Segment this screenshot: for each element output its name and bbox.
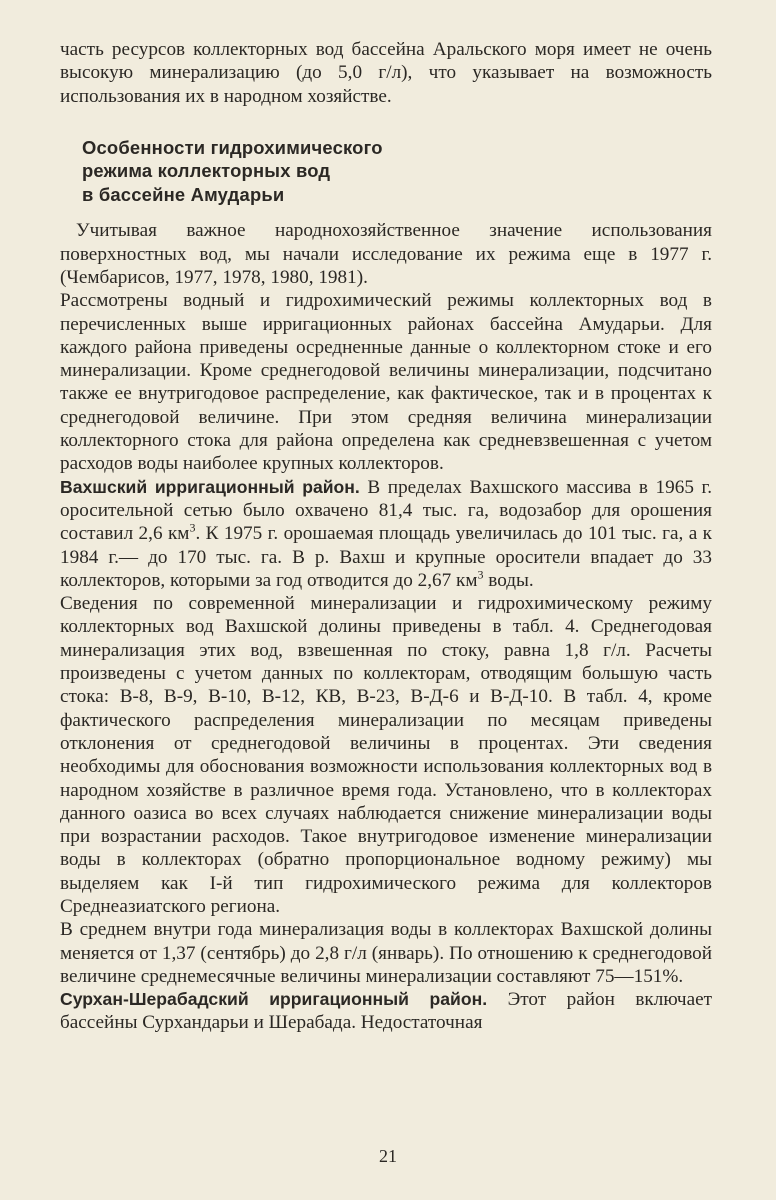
region-heading-vakhsh: Вахшский ирригационный район. bbox=[60, 476, 360, 497]
paragraph-3-text-2: . К 1975 г. орошаемая площадь увеличилась до 101 тыс. га, а к 1984 г.— до 170 тыс. га. В р. Вахш и крупные оросители впадает до 33 коллекторов, которыми за год отводится до 2,67 км bbox=[60, 523, 712, 591]
section-heading bbox=[82, 136, 712, 207]
heading-line-1: Особенности гидрохимического bbox=[82, 136, 383, 158]
paragraph-3-text-3: воды. bbox=[483, 569, 534, 591]
region-heading-surkhan: Сурхан-Шерабадский ирригационный район. bbox=[60, 989, 488, 1010]
heading-line-3: в бассейне Амударьи bbox=[82, 183, 285, 205]
page-number: 21 bbox=[379, 1146, 397, 1166]
superscript-3b: 3 bbox=[477, 567, 484, 582]
paragraph-6-text: Этот район включает бассейны Сурхандарьи и Шерабада. Недостаточная bbox=[60, 989, 712, 1034]
paragraph-1: Учитывая важное народнохозяйственное значение использования поверхностных вод, мы начали исследование их режима еще в 1977 г. (Чембарисов, 1977, 1978, 1980, 1981). bbox=[60, 220, 712, 288]
paragraph-6 bbox=[60, 988, 712, 1035]
heading-line-2: режима коллекторных вод bbox=[82, 160, 331, 182]
page-body bbox=[60, 38, 712, 1035]
paragraph-2: Рассмотрены водный и гидрохимический режимы коллекторных вод в перечисленных выше ирригационных районах бассейна Амударьи. Для каждого района приведены осредненные данные о коллекторном стоке и его минерализации. Кроме среднегодовой величины минерализации, подсчитано также ее внутригодовое распределение, как фактическое, так и в процентах к среднегодовой величине. При этом средняя величина минерализации коллекторного стока для района определена как средневзвешенная с учетом расходов воды наиболее крупных коллекторов. bbox=[60, 290, 712, 475]
paragraph-3-text-1: В пределах Вахшского массива в 1965 г. оросительной сетью было охвачено 81,4 тыс. га, водозабор для орошения составил 2,6 км bbox=[60, 476, 713, 545]
paragraph-5: В среднем внутри года минерализация воды в коллекторах Вахшской долины меняется от 1,37 (сентябрь) до 2,8 г/л (январь). По отношению к среднегодовой величине среднемесячные величины минерализации составляют 75—151%. bbox=[60, 919, 712, 987]
paragraph-3 bbox=[60, 476, 712, 592]
superscript-3a: 3 bbox=[189, 520, 196, 535]
paragraph-4: Сведения по современной минерализации и гидрохимическому режиму коллекторных вод Вахшской долины приведены в табл. 4. Среднегодовая минерализация этих вод, взвешенная по стоку, равна 1,8 г/л. Расчеты произведены с учетом данных по коллекторам, отводящим большую часть стока: В-8, В-9, В-10, В-12, КВ, В-23, В-Д-6 и В-Д-10. В табл. 4, кроме фактического распределения минерализации по месяцам приведены отклонения от среднегодовой величины в процентах. Эти сведения необходимы для обоснования возможности использования коллекторных вод в народном хозяйстве в различное время года. Установлено, что в коллекторах данного оазиса во всех случаях наблюдается снижение минерализации воды при возрастании расходов. Такое внутригодовое изменение минерализации воды в коллекторах (обратно пропорциональное водному режиму) мы выделяем как I-й тип гидрохимического режима для коллекторов Среднеазиатского региона. bbox=[60, 593, 712, 917]
intro-paragraph: часть ресурсов коллекторных вод бассейна Аральского моря имеет не очень высокую минерализацию (до 5,0 г/л), что указывает на возможность использования их в народном хозяйстве. bbox=[60, 39, 712, 107]
